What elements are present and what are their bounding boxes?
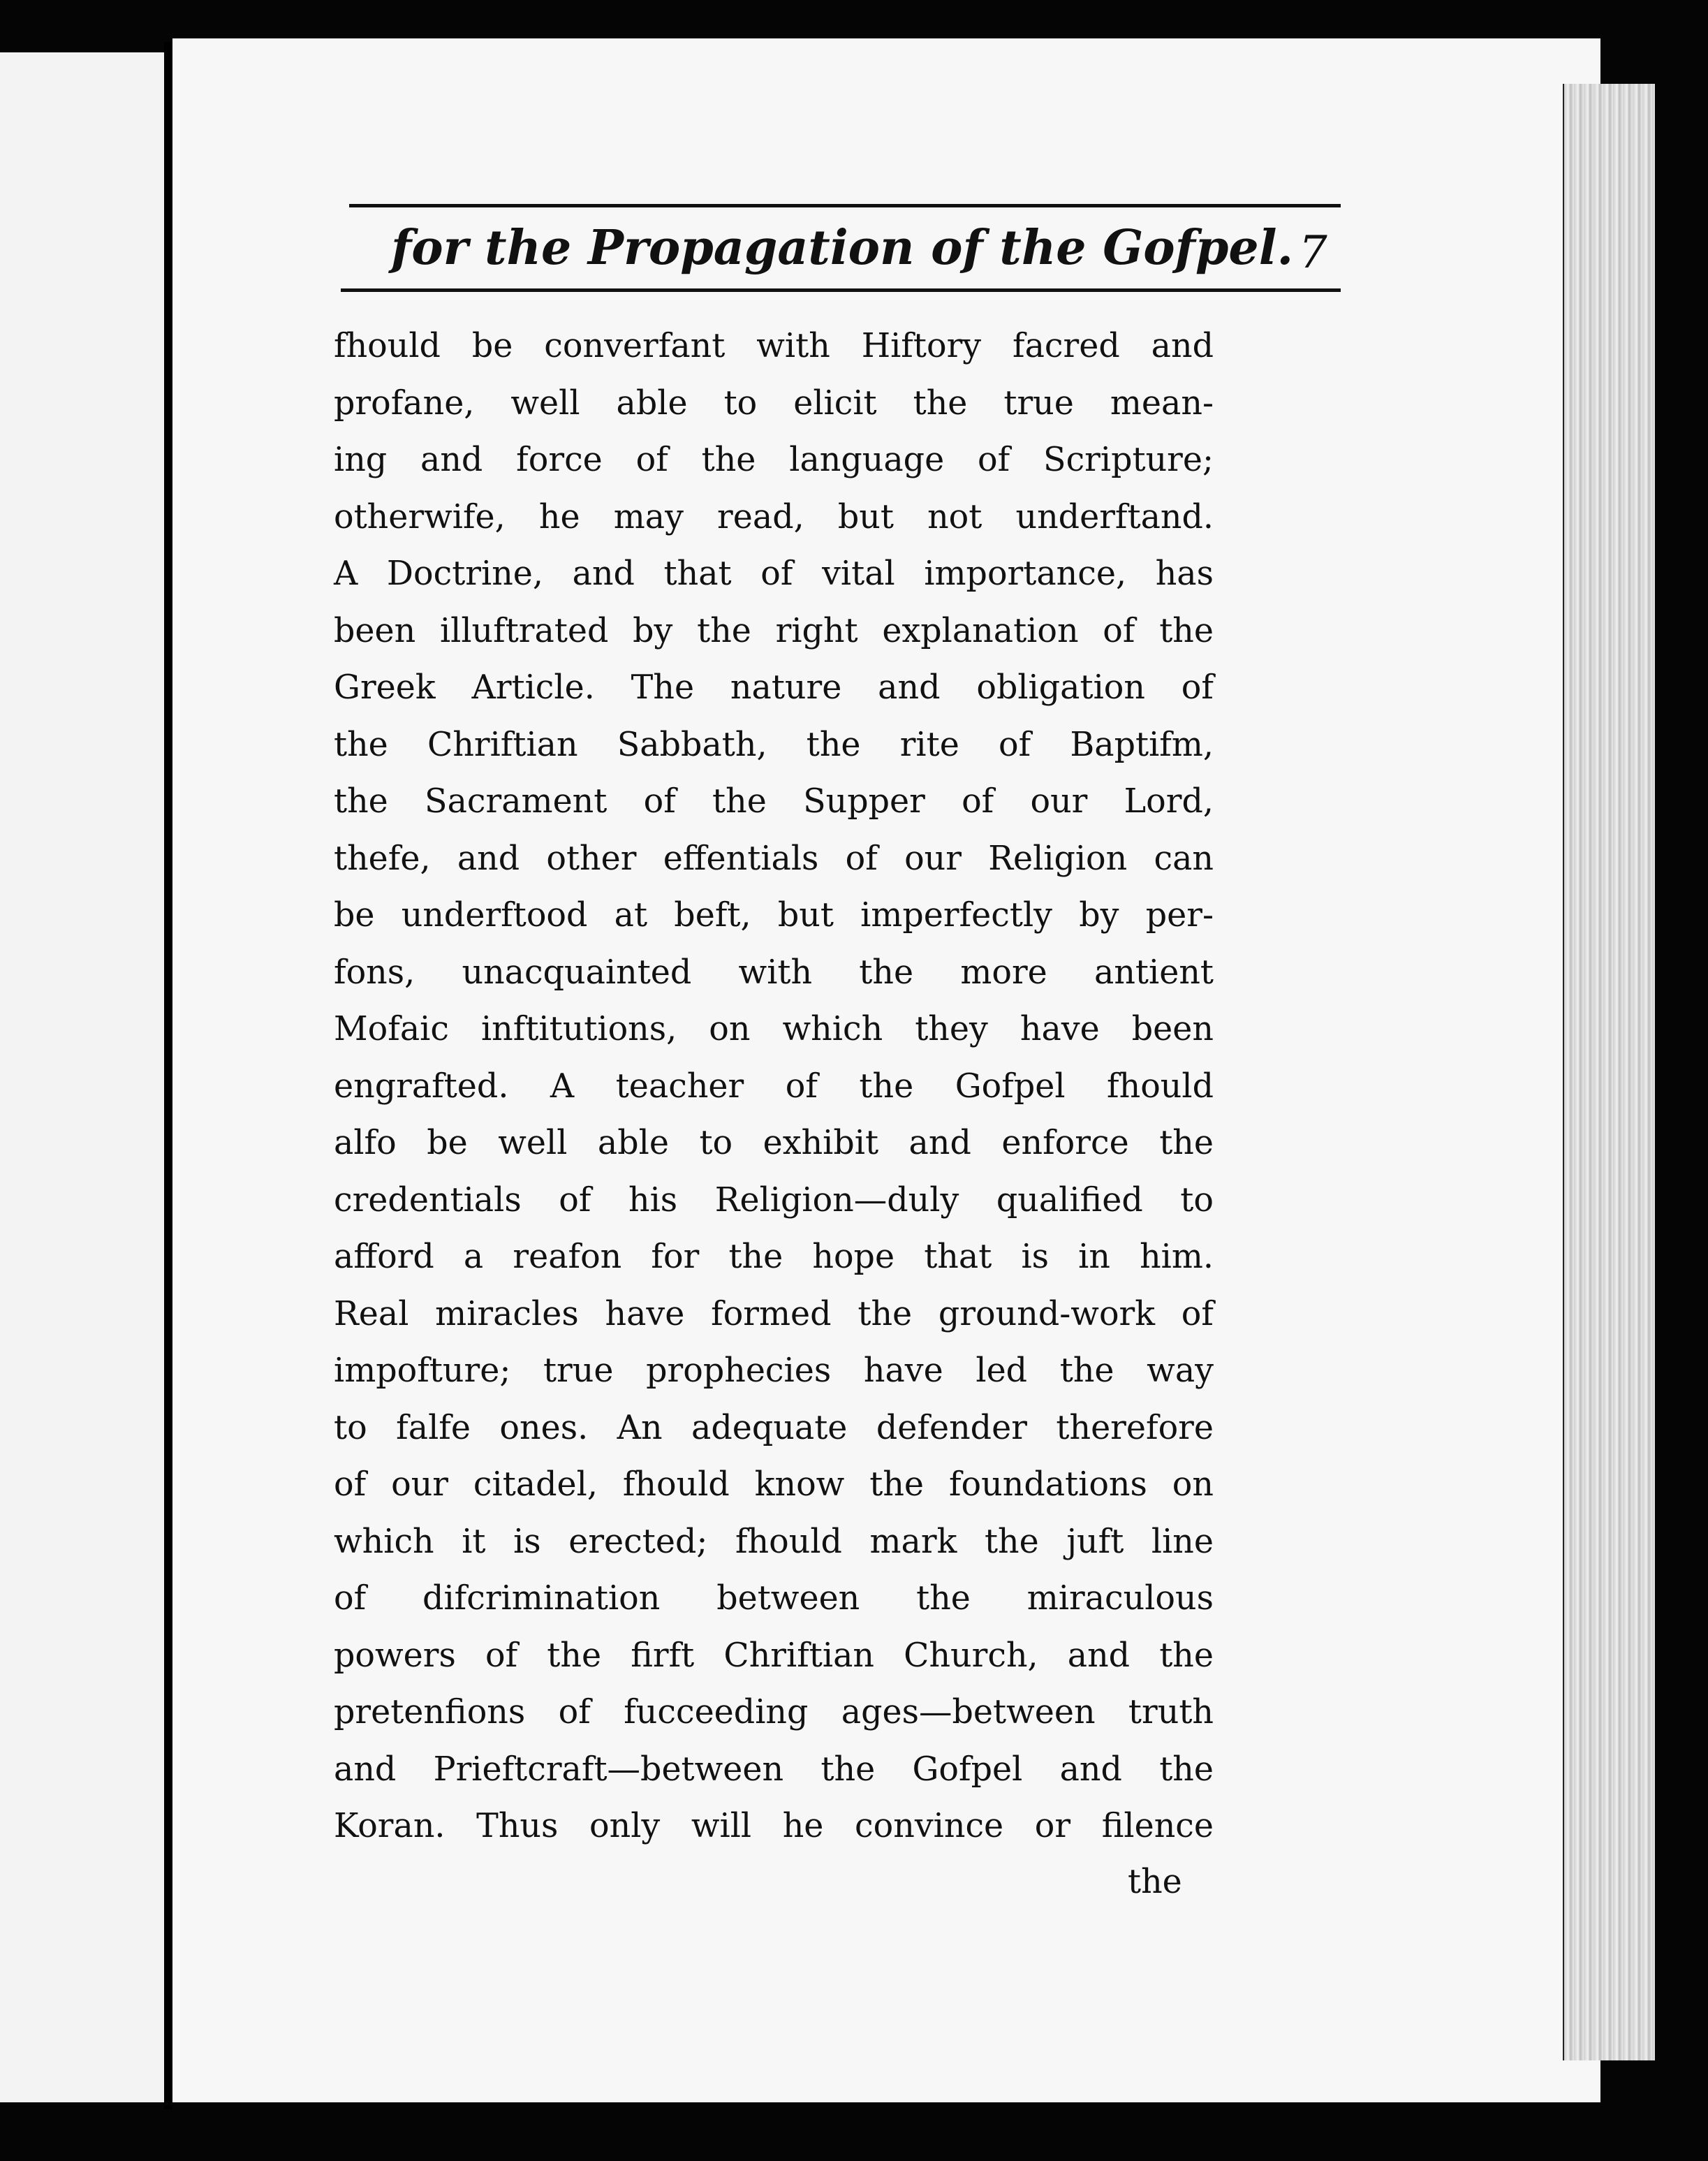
text-line: the Sacrament of the Supper of our Lord, [334, 782, 1214, 821]
text-line: which it is erected; fhould mark the juft line [334, 1522, 1214, 1561]
book-gutter [164, 42, 172, 2109]
text-line: Mofaic inftitutions, on which they have been [334, 1010, 1214, 1048]
text-line: powers of the firft Chriftian Church, and the [334, 1636, 1214, 1675]
text-line: Real miracles have formed the ground-work of [334, 1294, 1214, 1333]
text-line: to falfe ones. An adequate defender therefore [334, 1408, 1214, 1447]
text-line: A Doctrine, and that of vital importance, has [334, 555, 1214, 593]
text-line: Greek Article. The nature and obligation of [334, 668, 1214, 707]
text-line: fons, unacquainted with the more antient [334, 953, 1214, 992]
text-line: pretenfions of fucceeding ages—between truth [334, 1693, 1214, 1731]
running-head: for the Propagation of the Gofpel. [391, 220, 1294, 276]
catchword: the [1128, 1863, 1182, 1901]
text-line: credentials of his Religion—duly qualified to [334, 1180, 1214, 1219]
text-line: of difcrimination between the miraculous [334, 1579, 1214, 1618]
text-line: ing and force of the language of Scripture; [334, 441, 1214, 479]
text-line: alfo be well able to exhibit and enforce the [334, 1124, 1214, 1162]
text-line: afford a reafon for the hope that is in him. [334, 1238, 1214, 1276]
header-rule-top [349, 204, 1341, 207]
text-line: impofture; true prophecies have led the way [334, 1351, 1214, 1390]
text-line: profane, well able to elicit the true mean- [334, 383, 1214, 423]
left-page-edge [0, 52, 164, 2102]
header-rule-bottom [341, 288, 1341, 292]
text-line: been illuftrated by the right explanation of the [334, 611, 1214, 650]
page-block-edges [1564, 84, 1655, 2060]
page-number: 7 [1299, 227, 1327, 279]
text-line: otherwife, he may read, but not underftand. [334, 497, 1214, 536]
text-line: engrafted. A teacher of the Gofpel fhould [334, 1067, 1214, 1106]
text-line: the Chriftian Sabbath, the rite of Baptifm, [334, 725, 1214, 764]
text-line: fhould be converfant with Hiftory facred and [334, 327, 1214, 365]
body-text [334, 318, 1214, 1855]
text-line: be underftood at beft, but imperfectly by per- [334, 896, 1214, 935]
text-line: and Prieftcraft—between the Gofpel and the [334, 1750, 1214, 1789]
text-line: Koran. Thus only will he convince or filence [334, 1807, 1214, 1845]
text-line: of our citadel, fhould know the foundations on [334, 1465, 1214, 1504]
text-line: thefe, and other effentials of our Religion can [334, 839, 1214, 878]
